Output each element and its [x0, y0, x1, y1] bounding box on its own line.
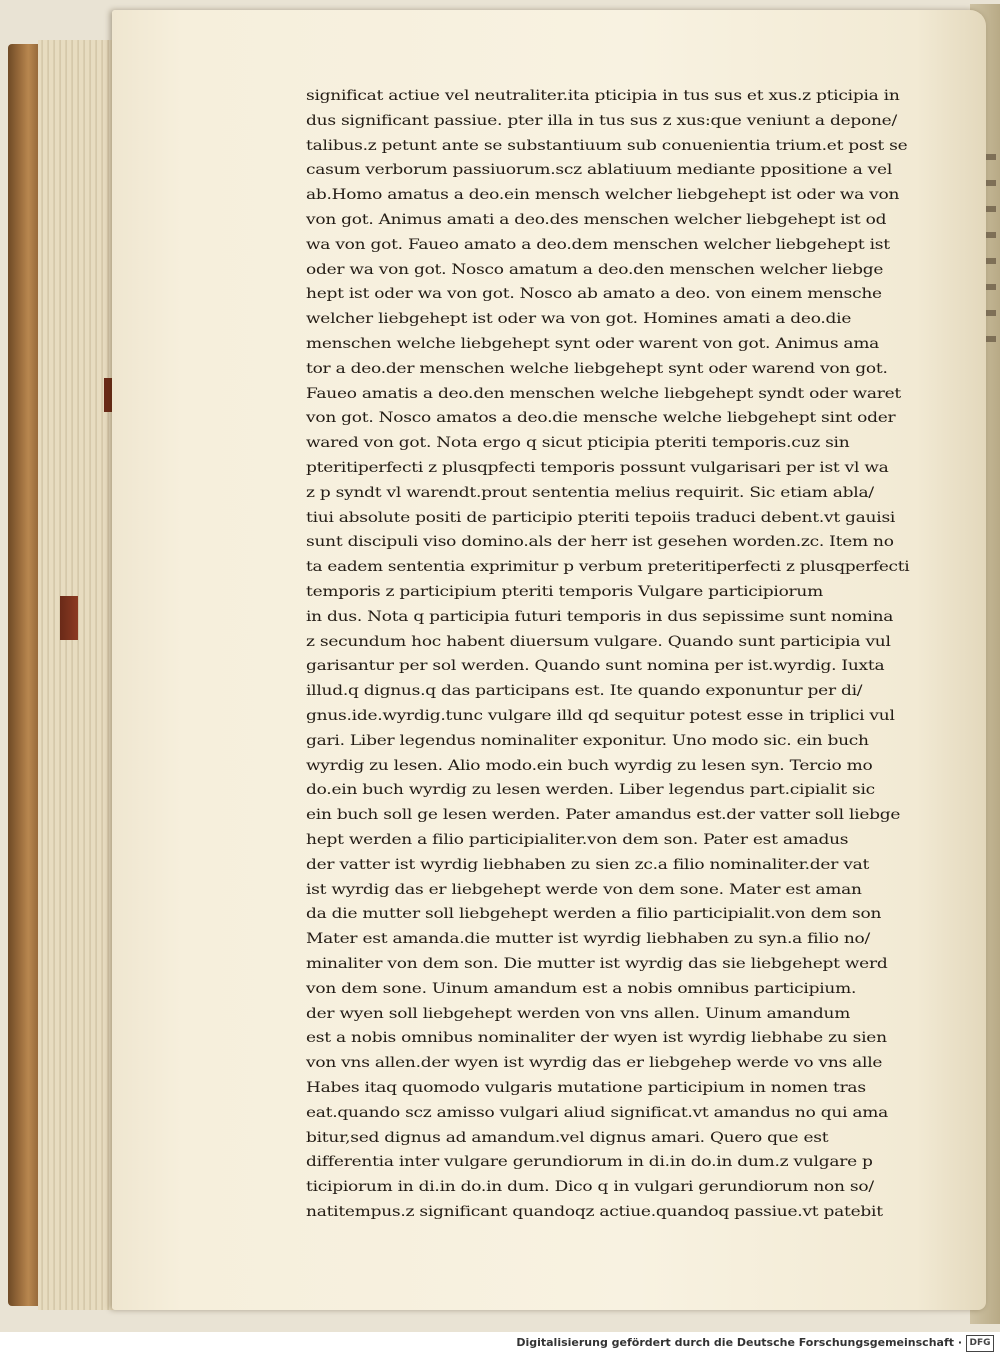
text-line: z secundum hoc habent diuersum vulgare. Quando sunt participia vul — [306, 633, 891, 650]
text-line: dus significant passiue. pter illa in tus sus z xus:que veniunt a depone/ — [306, 112, 897, 129]
text-line: hept werden a filio participialiter.von dem son. Pater est amadus — [306, 832, 849, 848]
text-line: gnus.ide.wyrdig.tunc vulgare illd qd sequitur potest esse in triplici vul — [306, 708, 895, 724]
text-column — [306, 86, 910, 1220]
text-line: tor a deo.der menschen welche liebgehept synt oder warend von got. — [306, 360, 888, 377]
text-line: hept ist oder wa von got. Nosco ab amato a deo. von einem mensche — [306, 286, 882, 303]
text-line: wared von got. Nota ergo q sicut pticipia pteriti temporis.cuz sin — [306, 435, 850, 452]
text-line: von vns allen.der wyen ist wyrdig das er liebgehep werde vo vns alle — [306, 1055, 883, 1072]
text-line: bitur,sed dignus ad amandum.vel dignus amari. Quero que est — [306, 1129, 829, 1146]
text-line: Mater est amanda.die mutter ist wyrdig liebhaben zu syn.a filio no/ — [306, 931, 871, 948]
text-line: eat.quando scz amisso vulgari aliud significat.vt amandus no qui ama — [306, 1104, 889, 1121]
book-cover-edge — [8, 44, 42, 1306]
text-line: oder wa von got. Nosco amatum a deo.den menschen welcher liebge — [306, 261, 884, 278]
text-line: sunt discipuli viso domino.als der herr ist gesehen worden.zc. Item no — [306, 534, 894, 551]
text-line: menschen welche liebgehept synt oder warent von got. Animus ama — [306, 336, 880, 352]
text-line: in dus. Nota q participia futuri temporis in dus sepissime sunt nomina — [306, 608, 894, 625]
facing-page-text-fragment — [986, 154, 996, 354]
text-line: differentia inter vulgare gerundiorum in di.in do.in dum.z vulgare p — [306, 1154, 873, 1171]
text-line: ta eadem sententia exprimitur p verbum preteritiperfecti z plusqperfecti — [306, 559, 910, 576]
text-line: Faueo amatis a deo.den menschen welche liebgehept syndt oder waret — [306, 385, 901, 402]
text-line: tiui absolute positi de participio pteriti tepoiis traduci debent.vt gauisi — [306, 509, 896, 526]
text-line: da die mutter soll liebgehept werden a filio participialit.von dem son — [306, 906, 882, 923]
footer-bar — [0, 1332, 1000, 1354]
text-line: z p syndt vl warendt.prout sententia melius requirit. Sic etiam abla/ — [306, 484, 874, 501]
dfg-logo-icon: DFG — [966, 1335, 994, 1352]
text-line: garisantur per sol werden. Quando sunt nomina per ist.wyrdig. Iuxta — [306, 658, 885, 675]
text-line: von got. Animus amati a deo.des menschen welcher liebgehept ist od — [306, 212, 887, 228]
text-line: welcher liebgehept ist oder wa von got. Homines amati a deo.die — [306, 311, 852, 328]
page-stack — [38, 40, 120, 1310]
text-line: casum verborum passiuorum.scz ablatiuum mediante ppositione a vel — [306, 162, 893, 179]
funding-credit: Digitalisierung gefördert durch die Deutsche Forschungsgemeinschaft · — [516, 1336, 962, 1349]
text-line: wyrdig zu lesen. Alio modo.ein buch wyrdig zu lesen syn. Tercio mo — [306, 757, 873, 774]
text-line: pteritiperfecti z plusqpfecti temporis possunt vulgarisari per ist vl wa — [306, 460, 889, 476]
text-line: natitempus.z significant quandoqz actiue.quandoq passiue.vt patebit — [306, 1204, 883, 1220]
text-line: est a nobis omnibus nominaliter der wyen ist wyrdig liebhabe zu sien — [306, 1030, 887, 1047]
text-line: minaliter von dem son. Die mutter ist wyrdig das sie liebgehept werd — [306, 956, 888, 972]
text-line: Habes itaq quomodo vulgaris mutatione participium in nomen tras — [306, 1080, 866, 1096]
text-line: der wyen soll liebgehept werden von vns allen. Uinum amandum — [306, 1005, 851, 1022]
text-line: ist wyrdig das er liebgehept werde von dem sone. Mater est aman — [306, 881, 862, 898]
text-line: von got. Nosco amatos a deo.die mensche welche liebgehept sint oder — [306, 410, 896, 427]
text-line: ticipiorum in di.in do.in dum. Dico q in vulgari gerundiorum non so/ — [306, 1179, 874, 1196]
text-line: do.ein buch wyrdig zu lesen werden. Liber legendus part.cipialit sic — [306, 782, 875, 799]
text-line: der vatter ist wyrdig liebhaben zu sien zc.a filio nominaliter.der vat — [306, 856, 870, 873]
text-line: talibus.z petunt ante se substantiuum sub conuenientia trium.et post se — [306, 137, 908, 154]
text-line: von dem sone. Uinum amandum est a nobis omnibus participium. — [306, 980, 857, 997]
text-line: significat actiue vel neutraliter.ita pticipia in tus sus et xus.z pticipia in — [306, 88, 900, 104]
text-line: gari. Liber legendus nominaliter exponitur. Uno modo sic. ein buch — [306, 732, 869, 749]
text-line: illud.q dignus.q das participans est. Ite quando exponuntur per di/ — [306, 683, 863, 700]
text-line: ab.Homo amatus a deo.ein mensch welcher liebgehept ist oder wa von — [306, 187, 900, 204]
bookmark-tab-lower — [60, 596, 78, 640]
text-line: temporis z participium pteriti temporis Vulgare participiorum — [306, 584, 823, 600]
text-line: wa von got. Faueo amato a deo.dem menschen welcher liebgehept ist — [306, 236, 890, 253]
text-line: ein buch soll ge lesen werden. Pater amandus est.der vatter soll liebge — [306, 807, 901, 824]
